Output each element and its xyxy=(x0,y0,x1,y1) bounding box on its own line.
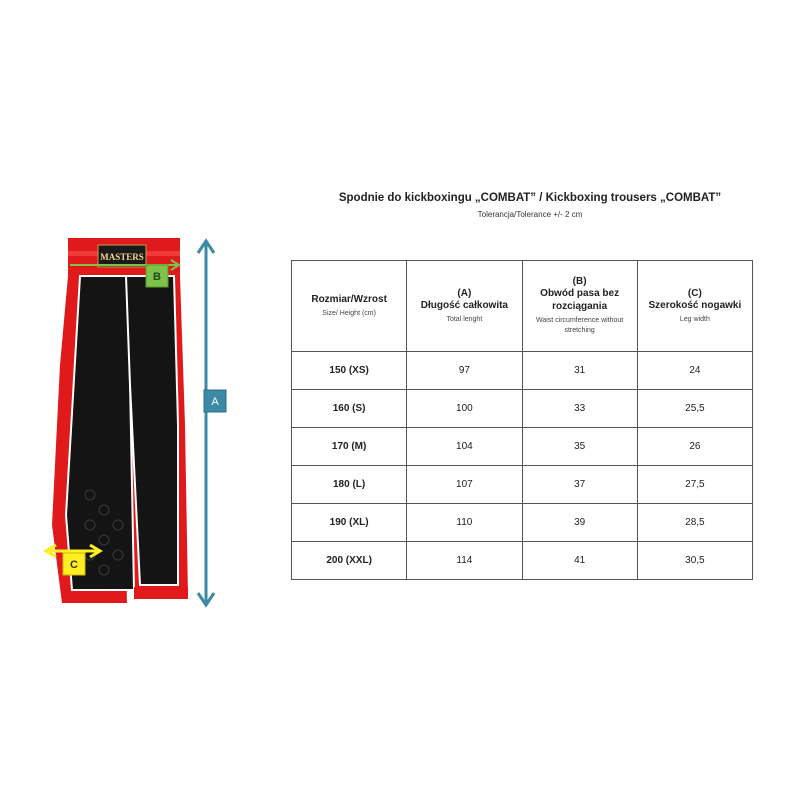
header-total-length xyxy=(407,261,522,352)
header-total-length-sub: Total lenght xyxy=(446,315,483,323)
size-cell: 190 (XL) xyxy=(292,504,407,542)
waist-cell: 31 xyxy=(522,352,637,390)
marker-b-label: B xyxy=(153,271,161,283)
leg-width-cell: 25,5 xyxy=(637,390,752,428)
total-length-cell: 104 xyxy=(407,428,522,466)
table-row xyxy=(292,428,753,466)
waist-cell: 41 xyxy=(522,542,637,580)
page-title: Spodnie do kickboxingu „COMBAT” / Kickboxing trousers „COMBAT” xyxy=(338,192,722,204)
trousers-illustration xyxy=(30,225,240,615)
total-length-cell: 110 xyxy=(407,504,522,542)
header-waist-sub: Waist circumference without stretching xyxy=(535,317,624,334)
table-row xyxy=(292,390,753,428)
leg-width-cell: 26 xyxy=(637,428,752,466)
header-size xyxy=(292,261,407,352)
header-total-length-main: Długość całkowita xyxy=(420,299,508,311)
marker-c-label: C xyxy=(70,559,78,571)
table-row xyxy=(292,504,753,542)
header-size-main: Rozmiar/Wzrost xyxy=(311,294,387,305)
leg-width-cell: 30,5 xyxy=(637,542,752,580)
header-waist-letter: (B) xyxy=(572,276,587,287)
right-cuff xyxy=(134,587,188,599)
size-cell: 200 (XXL) xyxy=(292,542,407,580)
table-row xyxy=(292,542,753,580)
waist-cell: 39 xyxy=(522,504,637,542)
header-leg-width xyxy=(637,261,752,352)
size-cell: 150 (XS) xyxy=(292,352,407,390)
tolerance-note: Tolerancja/Tolerance +/- 2 cm xyxy=(477,210,583,219)
header-size-sub: Size/ Height (cm) xyxy=(322,310,376,317)
table-row xyxy=(292,352,753,390)
size-cell: 170 (M) xyxy=(292,428,407,466)
waist-cell: 33 xyxy=(522,390,637,428)
leg-width-cell: 27,5 xyxy=(637,466,752,504)
table-row xyxy=(292,466,753,504)
total-length-cell: 107 xyxy=(407,466,522,504)
header-leg-width-sub: Leg width xyxy=(679,315,710,323)
total-length-cell: 100 xyxy=(407,390,522,428)
table-header-row xyxy=(292,261,753,352)
waist-cell: 35 xyxy=(522,428,637,466)
header-total-length-letter: (A) xyxy=(457,287,472,299)
total-length-cell: 97 xyxy=(407,352,522,390)
header-waist xyxy=(522,261,637,352)
header-leg-width-letter: (C) xyxy=(687,287,702,299)
size-cell: 160 (S) xyxy=(292,390,407,428)
size-cell: 180 (L) xyxy=(292,466,407,504)
size-table xyxy=(291,260,753,580)
marker-a-label: A xyxy=(211,396,219,408)
left-cuff xyxy=(62,591,126,603)
waist-cell: 37 xyxy=(522,466,637,504)
total-length-cell: 114 xyxy=(407,542,522,580)
header-leg-width-main: Szerokość nogawki xyxy=(648,299,742,311)
header-waist-main: Obwód pasa bez rozciągania xyxy=(540,288,620,312)
leg-width-cell: 28,5 xyxy=(637,504,752,542)
leg-width-cell: 24 xyxy=(637,352,752,390)
brand-logo-text: MASTERS xyxy=(100,252,144,262)
